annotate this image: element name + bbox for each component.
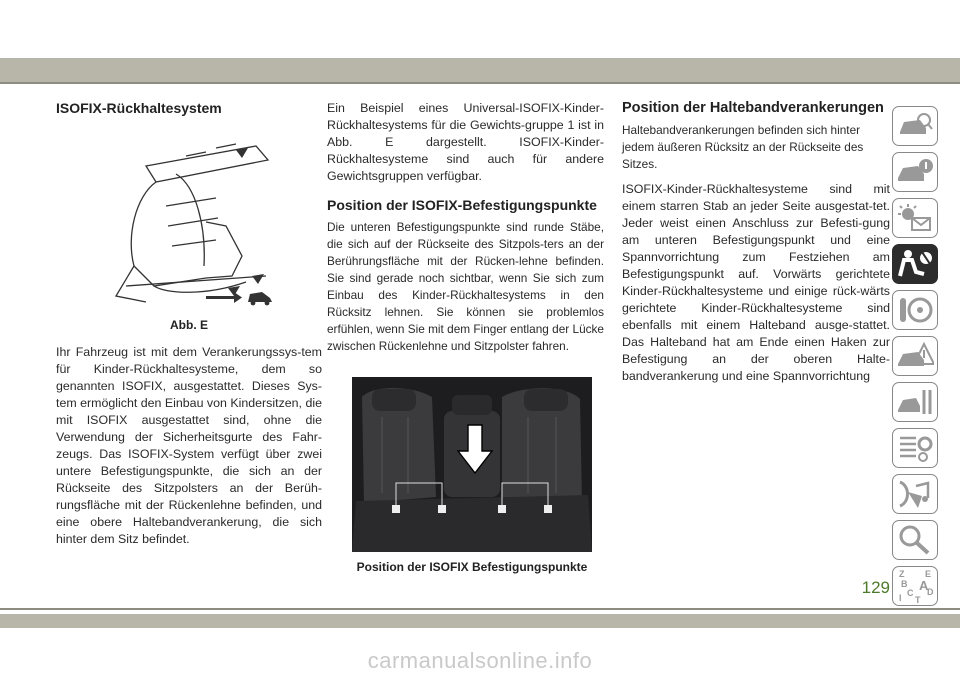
car-tools-icon xyxy=(896,386,934,418)
footer-rule xyxy=(0,608,960,610)
child-seat-figure xyxy=(56,126,322,310)
header-band xyxy=(0,58,960,82)
column-left xyxy=(56,100,322,548)
example-paragraph: Ein Beispiel eines Universal-ISOFIX-Kinder-Rückhaltesystems für die Gewichts-gruppe 1 ist in Abb. E dargestellt. ISOFIX-Kinder-Rückhaltesysteme sind auch für andere Gewichtsgruppen verfügbar. xyxy=(327,101,604,183)
seat-airbag-icon xyxy=(896,248,934,280)
key-steering-icon xyxy=(896,294,934,326)
index-letter: D xyxy=(927,587,934,597)
page-number: 129 xyxy=(861,578,890,597)
rear-seat-image xyxy=(352,377,592,552)
warning-light-mail-icon xyxy=(896,202,934,234)
index-letter: B xyxy=(901,579,908,589)
tab-technical-data[interactable] xyxy=(892,428,938,468)
header-rule xyxy=(0,82,960,84)
tab-multimedia[interactable] xyxy=(892,474,938,514)
index-letter: Z xyxy=(899,569,905,579)
isofix-paragraph: Ihr Fahrzeug ist mit dem Verankerungssys-tem für Kinder-Rückhaltesysteme, dem so genannten ISOFIX, ausgestattet. Dieses Sys-tem ermöglicht den Einbau von Kindersitzen, die mit ISOFIX ausgestattet sind, ohne die Verwendung der Sicherheitsgurte des Fahr-zeugs. Das ISOFIX-System verfügt über zwei untere Befestigungspunkte, die sich an der Rückseite des Sitzpolsters an der Berüh-rungsfläche mit der Rückenlehne befinden, und eine obere Haltebandverankerung, die sich hinter dem Sitz befindet. xyxy=(56,345,322,546)
tab-car-info[interactable] xyxy=(892,152,938,192)
tab-index[interactable] xyxy=(892,566,938,606)
index-letter: T xyxy=(915,595,921,605)
index-letter: A xyxy=(919,578,929,593)
rear-seat-photo xyxy=(352,377,592,552)
tab-service[interactable] xyxy=(892,382,938,422)
column-right xyxy=(622,100,890,393)
index-letter: E xyxy=(925,569,932,579)
specs-gears-icon xyxy=(896,432,934,464)
index-letter: I xyxy=(899,593,902,603)
chapter-tabs xyxy=(892,106,942,612)
magnifier-icon xyxy=(896,524,934,556)
car-search-icon xyxy=(896,110,934,142)
isofix-system-paragraph: ISOFIX-Kinder-Rückhaltesysteme sind mit einem starren Stab an jeder Seite ausgestat-tet. Jeder weist einen Anschluss zur Befesti-gung am unteren Befestigungspunkt und eine Spannvorrichtung zum Festziehen am Befestigungspunkt auf. Vorwärts gerichtete Kinder-Rückhaltesysteme und einige rück-wärts gerichtete Kinder-Rückhaltesysteme sind ebenfalls mit einem Halteband ausge-stattet. Das Halteband hat am Ende einen Haken zur Befestigung an der oberen Halte-bandverankerung und eine Spannvorrichtung xyxy=(622,182,890,383)
photo-caption: Position der ISOFIX Befestigungspunkte xyxy=(356,560,588,574)
anchor-points-paragraph: Die unteren Befestigungspunkte sind runde Stäbe, die sich auf der Rückseite des Sitzpols-ters an der Berührungsfläche mit der Rücken-lehne befinden. Sie sind gerade noch sichtbar, wenn Sie sich zum Einbau des Kinder-Rückhaltesystems in den Rücksitz lehnen. Sie können sie problemlos erfühlen, wenn Sie mit dem Finger entlang der Lücke zwischen Rückenlehne und Sitzpolster fahren. xyxy=(327,220,604,353)
tab-search[interactable] xyxy=(892,520,938,560)
section-heading-tether-anchors: Position der Haltebandverankerungen xyxy=(622,100,884,116)
tab-car-search[interactable] xyxy=(892,106,938,146)
tab-starting-driving[interactable] xyxy=(892,290,938,330)
section-heading-isofix: ISOFIX-Rückhaltesystem xyxy=(56,100,222,116)
tab-emergency[interactable] xyxy=(892,336,938,376)
column-middle xyxy=(327,100,604,355)
tether-location-paragraph: Haltebandverankerungen befinden sich hinter jedem äußeren Rücksitz an der Rückseite des Sitzes. xyxy=(622,123,864,171)
multimedia-icon xyxy=(896,478,934,510)
footer-band xyxy=(0,614,960,628)
tab-safety[interactable] xyxy=(892,244,938,284)
tab-warning-lights[interactable] xyxy=(892,198,938,238)
index-letter: C xyxy=(907,588,914,598)
car-info-icon xyxy=(896,156,934,188)
figure-caption: Abb. E xyxy=(170,318,208,332)
child-seat-illustration xyxy=(56,126,322,310)
watermark: carmanualsonline.info xyxy=(367,648,593,673)
car-warning-icon xyxy=(896,340,934,372)
section-heading-anchor-points: Position der ISOFIX-Befestigungspunkte xyxy=(327,197,597,213)
